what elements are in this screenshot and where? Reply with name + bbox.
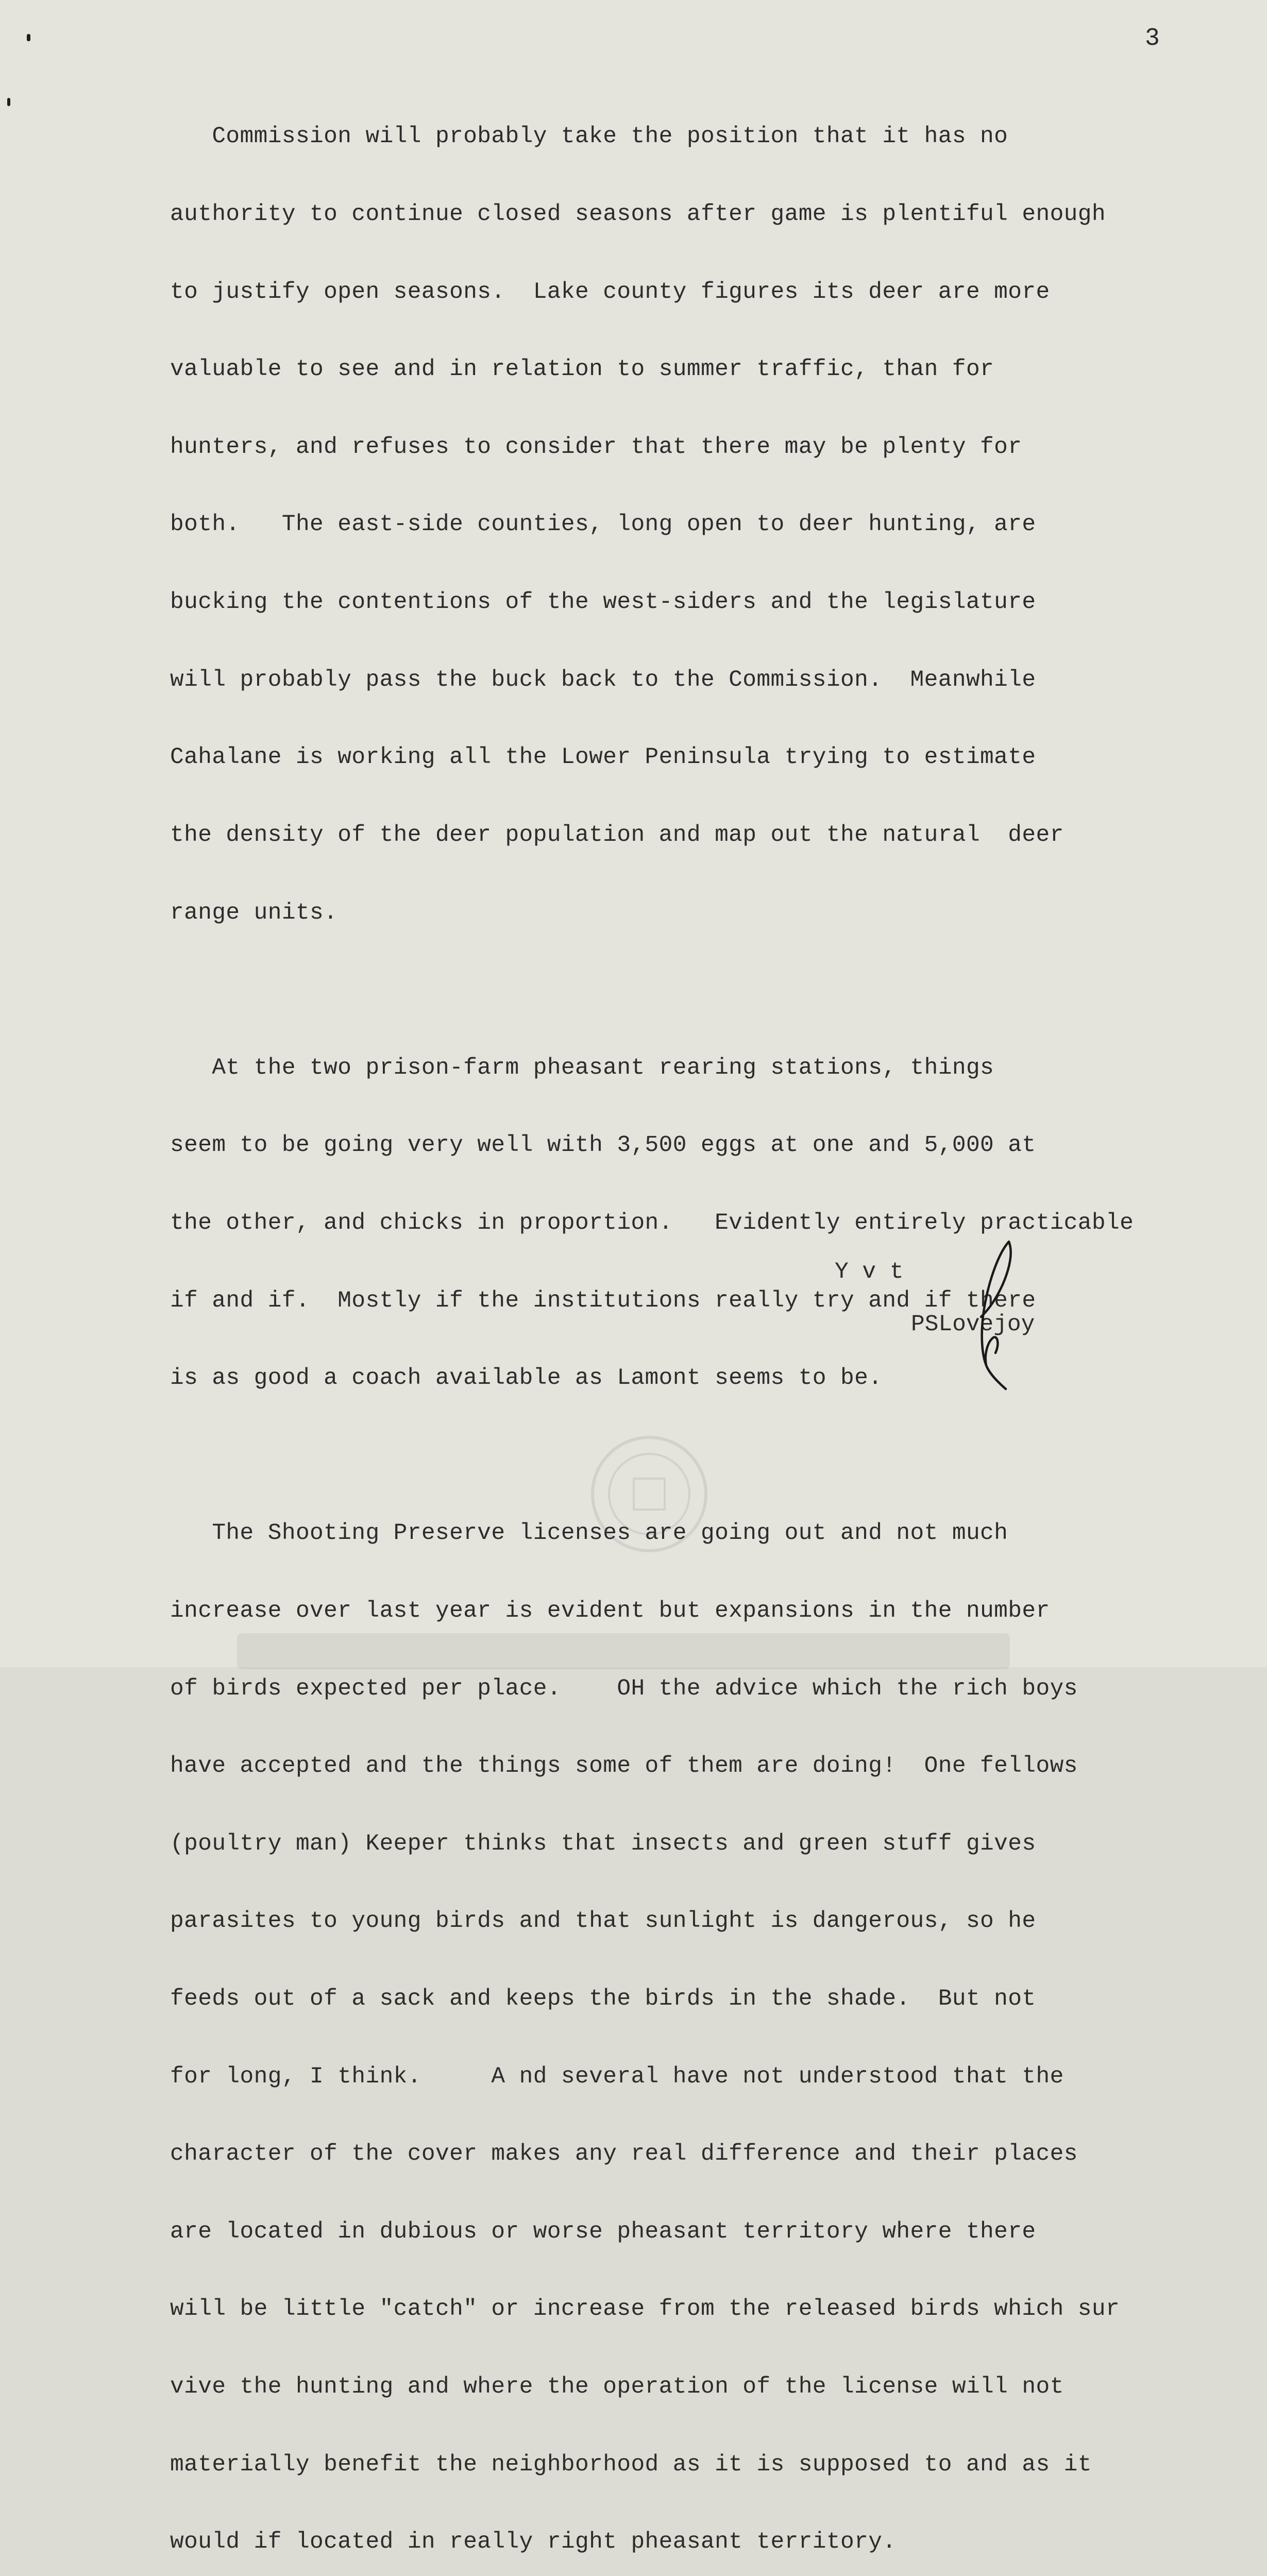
paragraph-line: (poultry man) Keeper thinks that insects and green stuff gives bbox=[170, 1831, 1036, 1857]
handwritten-signature-icon bbox=[948, 1236, 1041, 1391]
paragraph-line: At the two prison-farm pheasant rearing stations, things bbox=[170, 1055, 994, 1081]
paragraph-line: is as good a coach available as Lamont seems to be. bbox=[170, 1365, 883, 1392]
paragraph-line: vive the hunting and where the operation of the license will not bbox=[170, 2374, 1064, 2400]
paragraph-line: the density of the deer population and map out the natural deer bbox=[170, 822, 1064, 848]
paragraph-line: hunters, and refuses to consider that there may be plenty for bbox=[170, 434, 1022, 460]
paragraph-line: materially benefit the neighborhood as it is supposed to and as it bbox=[170, 2451, 1092, 2478]
paragraph-line: valuable to see and in relation to summer traffic, than for bbox=[170, 357, 994, 383]
paragraph-line: are located in dubious or worse pheasant territory where there bbox=[170, 2218, 1036, 2245]
seal-watermark-icon bbox=[587, 1432, 711, 1556]
paragraph-line: range units. bbox=[170, 900, 338, 926]
paragraph-line: will be little "catch" or increase from the released birds which sur bbox=[170, 2296, 1120, 2323]
paragraph-line: if and if. Mostly if the institutions really try and if there bbox=[170, 1287, 1036, 1314]
paragraph-line: feeds out of a sack and keeps the birds in the shade. But not bbox=[170, 1986, 1036, 2012]
paragraph-1 bbox=[170, 72, 1242, 977]
paragraph-line: Commission will probably take the position that it has no bbox=[170, 124, 1008, 150]
page-number: 3 bbox=[1145, 25, 1160, 53]
paragraph-line: seem to be going very well with 3,500 eggs at one and 5,000 at bbox=[170, 1132, 1036, 1159]
paragraph-line: will probably pass the buck back to the Commission. Meanwhile bbox=[170, 667, 1036, 693]
margin-mark-top bbox=[27, 34, 30, 41]
paragraph-line: both. The east-side counties, long open to deer hunting, are bbox=[170, 512, 1036, 538]
paragraph-line: of birds expected per place. OH the advice which the rich boys bbox=[170, 1675, 1078, 1702]
paragraph-line: the other, and chicks in proportion. Evidently entirely practicable bbox=[170, 1210, 1134, 1236]
paragraph-line: character of the cover makes any real difference and their places bbox=[170, 2141, 1078, 2167]
margin-mark-middle bbox=[7, 98, 10, 106]
paragraph-line: for long, I think. A nd several have not understood that the bbox=[170, 2063, 1064, 2090]
paragraph-line: bucking the contentions of the west-siders and the legislature bbox=[170, 589, 1036, 616]
closing-salutation: Y v t bbox=[835, 1259, 904, 1285]
letterhead-bleed-icon bbox=[237, 1628, 1010, 1674]
typed-signature: PSLovejoy bbox=[911, 1312, 1035, 1337]
paragraph-line: authority to continue closed seasons after game is plentiful enough bbox=[170, 201, 1106, 228]
paragraph-line: would if located in really right pheasant territory. bbox=[170, 2529, 897, 2555]
paragraph-line: increase over last year is evident but expansions in the number bbox=[170, 1598, 1050, 1624]
paragraph-line: have accepted and the things some of them are doing! One fellows bbox=[170, 1753, 1078, 1780]
paragraph-line: The Shooting Preserve licenses are going out and not much bbox=[170, 1520, 1008, 1547]
paragraph-line: Cahalane is working all the Lower Peninsula trying to estimate bbox=[170, 744, 1036, 771]
paragraph-line: to justify open seasons. Lake county figures its deer are more bbox=[170, 279, 1050, 305]
paragraph-2 bbox=[170, 1003, 1242, 1443]
letter-body bbox=[170, 72, 1242, 2576]
paragraph-line: parasites to young birds and that sunlight is dangerous, so he bbox=[170, 1908, 1036, 1935]
